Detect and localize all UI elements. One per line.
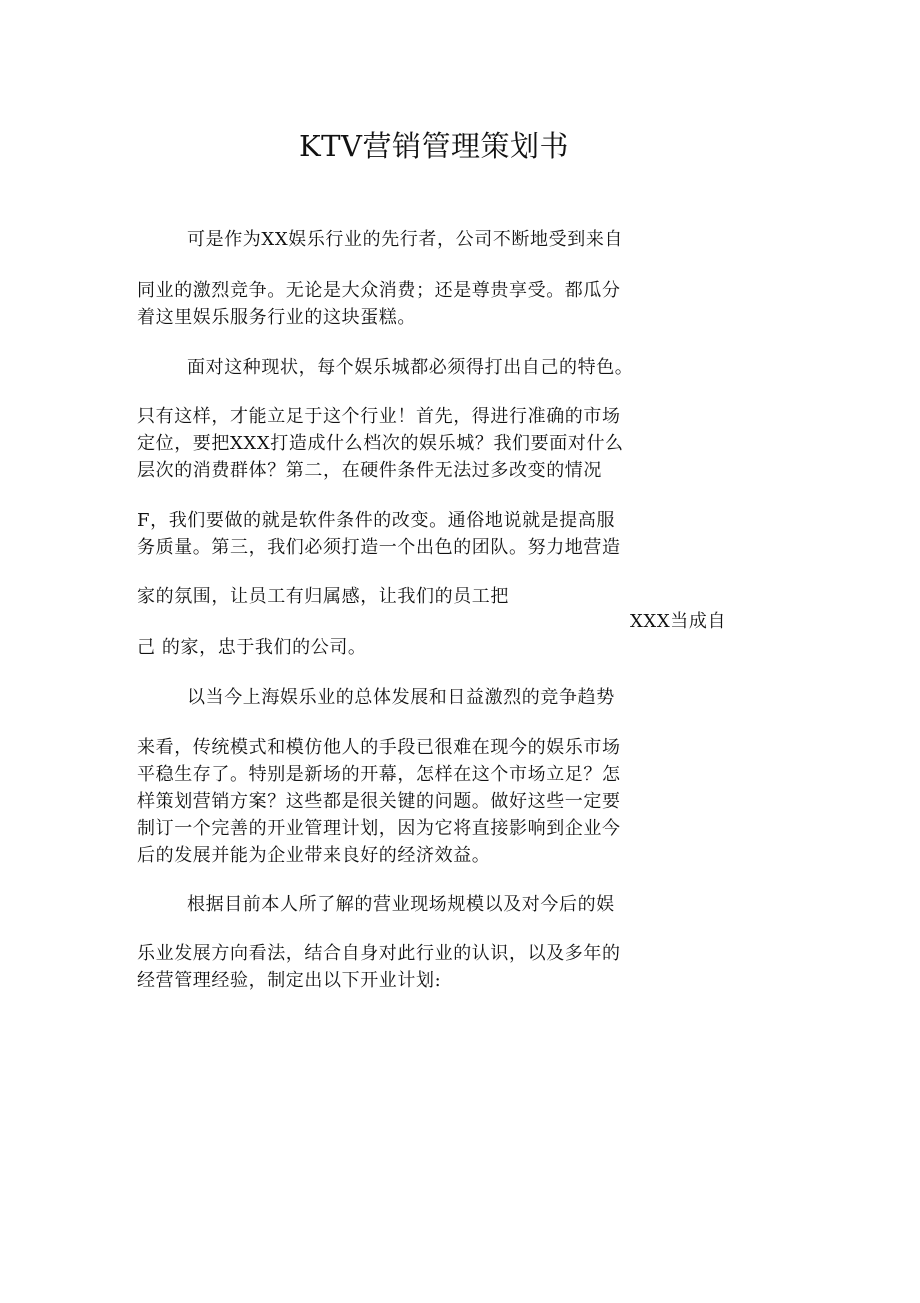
text-line: 只有这样，才能立足于这个行业！首先，得进行准确的市场 bbox=[137, 406, 621, 427]
text-line: 以当今上海娱乐业的总体发展和日益激烈的竞争趋势 bbox=[187, 687, 615, 708]
text-line: F，我们要做的就是软件条件的改变。通俗地说就是提高服 bbox=[137, 510, 616, 531]
text-line: 面对这种现状，每个娱乐城都必须得打出自己的特色。 bbox=[187, 357, 634, 378]
text-line: 来看，传统模式和模仿他人的手段已很难在现今的娱乐市场 bbox=[137, 737, 621, 758]
text-line: 样策划营销方案？这些都是很关键的问题。做好这些一定要 bbox=[137, 791, 621, 812]
text-line: 经营管理经验，制定出以下开业计划: bbox=[137, 970, 442, 991]
text-line: 乐业发展方向看法，结合自身对此行业的认识，以及多年的 bbox=[137, 943, 621, 964]
document-title: KTV营销管理策划书 bbox=[299, 129, 569, 163]
text-line: 层次的消费群体？第二，在硬件条件无法过多改变的情况 bbox=[137, 460, 602, 481]
text-line: 根据目前本人所了解的营业现场规模以及对今后的娱 bbox=[187, 894, 615, 915]
text-line: 可是作为XX娱乐行业的先行者，公司不断地受到来自 bbox=[187, 229, 624, 250]
text-line: 着这里娱乐服务行业的这块蛋糕。 bbox=[137, 307, 416, 328]
text-line: 己 的家，忠于我们的公司。 bbox=[137, 637, 367, 658]
text-line: 务质量。第三，我们必须打造一个出色的团队。努力地营造 bbox=[137, 537, 621, 558]
text-line: 制订一个完善的开业管理计划，因为它将直接影响到企业今 bbox=[137, 818, 621, 839]
text-line: 平稳生存了。特别是新场的开幕，怎样在这个市场立足？怎 bbox=[137, 764, 621, 785]
text-line-fragment: XXX当成自 bbox=[630, 611, 727, 632]
text-line: 家的氛围，让员工有归属感，让我们的员工把 bbox=[137, 586, 509, 607]
text-line: 定位，要把XXX打造成什么档次的娱乐城？我们要面对什么 bbox=[137, 433, 624, 454]
text-line: 同业的激烈竞争。无论是大众消费；还是尊贵享受。都瓜分 bbox=[137, 280, 621, 301]
text-line: 后的发展并能为企业带来良好的经济效益。 bbox=[137, 845, 491, 866]
